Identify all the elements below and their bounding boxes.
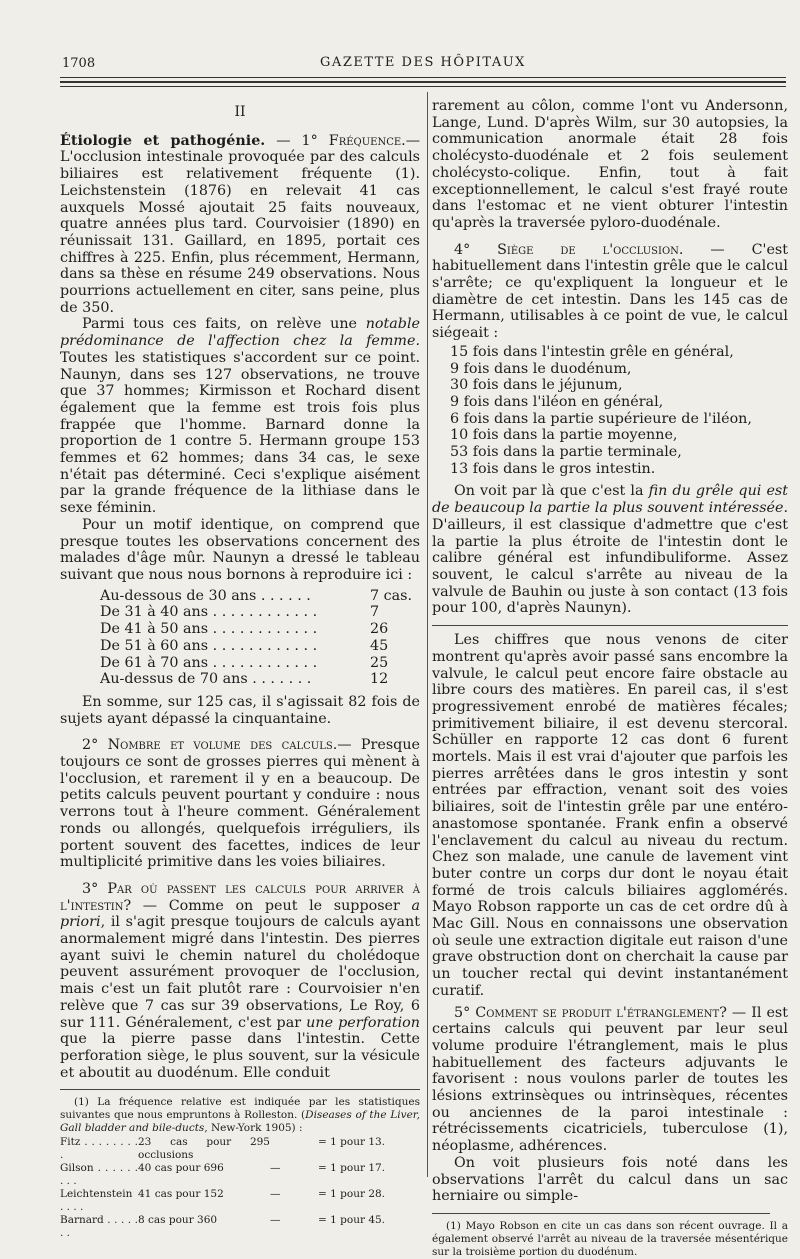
site-item: 13 fois dans le gros intestin. — [450, 460, 656, 477]
footnote-rule — [432, 1213, 770, 1214]
paragraph-text: , il s'agit presque toujours de calculs ayant anormalement migré dans l'intestin. Des pierres ayant suivi le chemin naturel du cholédoque peuvent assurément provoquer de l'occlusion, mais c'est un fait plutôt rare : Courvoisier n'en relève que 7 cas sur 39 observations, Le Roy, 6 sur 111. Généralement, c'est par — [60, 914, 420, 1031]
spacer — [60, 727, 420, 737]
left-column — [60, 98, 420, 1240]
footnote-right — [432, 1220, 788, 1259]
author-name: Barnard . . . . . . . — [60, 1214, 138, 1240]
paragraph-passage — [60, 881, 420, 1081]
paragraph-text: — Presque toujours ce sont de grosses pierres qui mènent à l'occlusion, et rarement il y en a beaucoup. De petits calculs peuvent pourtant y conduire : nous verrons tout à l'heure comment. Généralement ronds ou allongés, quelquefois irréguliers, ils portent souvent des facettes, indices de leur multiplicité primitive dans les voies biliaires. — [60, 737, 420, 871]
footnote-row — [60, 1188, 420, 1214]
section-rule — [432, 625, 788, 626]
age-row — [60, 638, 420, 655]
emphasis-text: notable prédominance de l'affection chez la femme. — [60, 316, 420, 350]
page-header — [60, 52, 786, 74]
paragraph-conclusion — [432, 483, 788, 617]
subheading-etranglement: 5° Comment se produit l'étranglement? — [454, 1004, 727, 1021]
age-value: 12 — [370, 671, 389, 688]
author-name: Fitz . . . . . . . . . — [60, 1136, 138, 1162]
site-item: 9 fois dans l'iléon en général, — [450, 393, 664, 410]
ratio: = 1 pour 13. — [318, 1136, 386, 1149]
paragraph-continuation: rarement au côlon, comme l'ont vu Andersonn, Lange, Lund. D'après Wilm, sur 30 autopsies, la communication anormale était 28 fois cholécysto-duodénale et 2 fois seulement cholécysto-colique. Enfin, tout à fait exceptionnellement, le calcul s'est frayé route dans l'estomac et ne vient obturer l'intestin qu'après la traversée pyloro-duodénale. — [432, 98, 788, 231]
subheading-siege: 4° Siège de l'occlusion. — [454, 241, 684, 258]
paragraph-frequency — [60, 133, 420, 317]
page-number: 1708 — [62, 56, 96, 71]
paragraph-text: — L'occlusion intestinale provoquée par des calculs biliaires est relativement fréquente (1). Leichstenstein (1876) en relevait 41 cas auxquels Mossé ajoutait 25 faits nouveaux, quatre années plus tard. Courvoisier (1890) en réunissait 131. Gaillard, en 1895, portait ces chiffres à 225. Enfin, plus récemment, Hermann, dans sa thèse en résume 249 observations. Nous pourrions actuellement en citer, sans peine, plus de 350. — [60, 132, 420, 316]
case-count: 8 cas pour 360 — [138, 1214, 218, 1227]
paragraph-text: — Comme on peut le supposer — [131, 897, 412, 914]
footnote-title: Diseases of the Liver, Gall bladder and bile-ducts — [60, 1109, 420, 1135]
header-rule-top — [60, 77, 786, 78]
paragraph-site — [432, 242, 788, 342]
age-table — [60, 588, 420, 688]
footnote-row — [60, 1214, 420, 1240]
age-row — [60, 621, 420, 638]
paragraph-sex — [60, 316, 420, 516]
footnote-rule — [60, 1089, 420, 1090]
site-list — [450, 344, 788, 478]
right-column — [432, 98, 788, 1259]
section-number: II — [234, 104, 246, 120]
author-name: Leichtenstein . . . . — [60, 1188, 133, 1214]
site-item: 9 fois dans le duodénum, — [450, 360, 632, 377]
footnote-text: (1) Mayo Robson en cite un cas dans son récent ouvrage. Il a également observé l'arrêt au niveau de la traversée mésentérique sur la troisième portion du duodénum. — [432, 1220, 788, 1258]
emphasis-text: une perforation — [306, 1014, 420, 1031]
site-item: 15 fois dans l'intestin grêle en général, — [450, 343, 734, 360]
paragraph-hernia: On voit plusieurs fois noté dans les observations l'arrêt du calcul dans un sac herniaire ou simple- — [432, 1154, 788, 1205]
age-row — [60, 655, 420, 672]
ditto-mark: — — [270, 1214, 281, 1227]
footnote-row — [60, 1136, 420, 1162]
ditto-mark: — — [270, 1188, 281, 1201]
emphasis-text: fin du grêle qui est de beaucoup la partie la plus souvent intéressée. — [432, 483, 788, 517]
ratio: = 1 pour 45. — [318, 1214, 386, 1227]
paragraph-text: D'ailleurs, il est classique d'admettre que c'est la partie la plus étroite de l'intestin dont le calibre général est infundibuliforme. Assez souvent, le calcul s'arrête au niveau de la valvule de Bauhin ou juste à son contact (13 fois pour 100, d'après Naunyn). — [432, 516, 788, 617]
paragraph-text: Toutes les statistiques s'accordent sur ce point. Naunyn, dans ses 127 observations, ne trouve que 37 hommes; Kirmisson et Rochard disent également que la femme est trois fois plus frappée que l'homme. Barnard donne la proportion de 1 contre 5. Hermann groupe 153 femmes et 62 hommes; dans 34 cas, le sexe n'était pas déterminé. Ceci s'explique aisément par la grande fréquence de la lithiase dans le sexe féminin. — [60, 349, 420, 517]
footnote-row — [60, 1162, 420, 1188]
subheading-passage: 3° Par où passent les calculs pour arriver à l'intestin? — [60, 880, 420, 914]
age-value: 7 — [370, 604, 380, 621]
footnote-part: , New-York 1905) : — [204, 1122, 303, 1135]
paragraph-text: Parmi tous ces faits, on relève une — [82, 316, 366, 333]
paragraph-number-volume — [60, 737, 420, 871]
site-item: 30 fois dans le jéjunum, — [450, 377, 623, 394]
ditto-mark: — — [270, 1162, 281, 1175]
age-label: De 61 à 70 ans . . . . . . . . . . . . — [100, 654, 318, 671]
paragraph-text: — C'est habituellement dans l'intestin grêle que le calcul s'arrête; ce qu'expliquent la longueur et le diamètre de cet intestin. Dans les 145 cas de Hermann, utilisables à ce point de vue, le calcul siégeait : — [432, 241, 788, 342]
age-value: 7 cas. — [370, 587, 413, 604]
age-value: 45 — [370, 637, 389, 654]
paragraph-text: — Il est certains calculs qui peuvent par leur seul volume produire l'étranglement, mais le plus habituellement des facteurs adjuvants le favorisent : nous voulons parler de toutes les lésions extrinsèques ou intrinsèques, récentes ou anciennes de la paroi intestinale : rétrécissements cicatriciels, tuberculose (1), néoplasme, adhérences. — [432, 1004, 788, 1155]
paragraph-large-intestine: Les chiffres que nous venons de citer montrent qu'après avoir passé sans encombre la valvule, le calcul peut encore faire obstacle au libre cours des matières. En pareil cas, il s'est progressivement enrobé de matières fécales; primitivement biliaire, il est devenu stercoral. Schüller en rapporte 12 cas dont 6 furent mortels. Mais il est vrai d'ajouter que parfois les pierres arrêtées dans le gros intestin y sont entrées par effraction, venant soit des voies biliaires, soit de l'intestin grêle par une entéro-anastomose spontanée. Frank enfin a observé l'enclavement du calcul au niveau du rectum. Chez son malade, une canule de lavement vint buter contre un corps dur dont le noyau était formé de trois calculs biliaires agglomérés. Mayo Robson rapporte un cas de cet ordre dû à Mac Gill. Nous en connaissons une observation où seule une extraction digitale eut raison d'une grave obstruction dont on cherchait la cause par un toucher rectal qui devint instantanément curatif. — [432, 632, 788, 999]
site-item: 10 fois dans la partie moyenne, — [450, 427, 678, 444]
site-item: 6 fois dans la partie supérieure de l'iléon, — [450, 410, 752, 427]
footnote-left — [60, 1096, 420, 1240]
paragraph-text: On voit par là que c'est la — [454, 483, 649, 500]
site-item: 53 fois dans la partie terminale, — [450, 444, 682, 461]
case-count: 41 cas pour 152 — [138, 1188, 224, 1201]
age-label: De 51 à 60 ans . . . . . . . . . . . . — [100, 637, 318, 654]
author-name: Gilson . . . . . . . . . — [60, 1162, 138, 1188]
paragraph-strangulation — [432, 1005, 788, 1155]
header-rule-middle — [60, 81, 786, 83]
heading-etiologie: Étiologie et pathogénie. — [60, 132, 266, 149]
column-divider — [427, 92, 428, 1177]
spacer — [432, 232, 788, 242]
age-row — [60, 588, 420, 605]
footnote-text — [60, 1096, 420, 1135]
paragraph-text: que la pierre passe dans l'intestin. Cette perforation siège, le plus souvent, sur la vésicule et aboutit au duodénum. Elle conduit — [60, 1031, 420, 1081]
ratio: = 1 pour 28. — [318, 1188, 386, 1201]
case-count: 23 cas pour 295 occlusions — [138, 1136, 270, 1162]
paragraph-summary: En somme, sur 125 cas, il s'agissait 82 fois de sujets ayant dépassé la cinquantaine. — [60, 693, 420, 727]
age-value: 26 — [370, 621, 389, 638]
case-count: 40 cas pour 696 — [138, 1162, 224, 1175]
age-label: Au-dessous de 30 ans . . . . . . — [100, 587, 311, 604]
footnote-table — [60, 1136, 420, 1240]
paragraph-age: Pour un motif identique, on comprend que presque toutes les observations concernent des malades d'âge mûr. Naunyn a dressé le tableau suivant que nous nous bornons à reproduire ici : — [60, 516, 420, 583]
journal-title: GAZETTE DES HÔPITAUX — [320, 55, 526, 70]
ratio: = 1 pour 17. — [318, 1162, 386, 1175]
age-label: De 31 à 40 ans . . . . . . . . . . . . — [100, 604, 318, 621]
ditto-mark — [270, 1136, 318, 1162]
age-row — [60, 604, 420, 621]
emphasis-text: a priori — [60, 897, 420, 931]
header-rule-bottom — [60, 86, 786, 87]
age-row — [60, 671, 420, 688]
spacer — [60, 871, 420, 881]
footnote-part: (1) La fréquence relative est indiquée par les statistiques suivantes que nous empruntons à Rolleston. ( — [60, 1096, 420, 1122]
age-label: De 41 à 50 ans . . . . . . . . . . . . — [100, 621, 318, 638]
subheading-frequence: — 1° Fréquence. — [276, 132, 406, 149]
age-label: Au-dessus de 70 ans . . . . . . . — [100, 671, 312, 688]
age-value: 25 — [370, 654, 389, 671]
subheading-nombre: 2° Nombre et volume des calculs. — [82, 737, 338, 754]
